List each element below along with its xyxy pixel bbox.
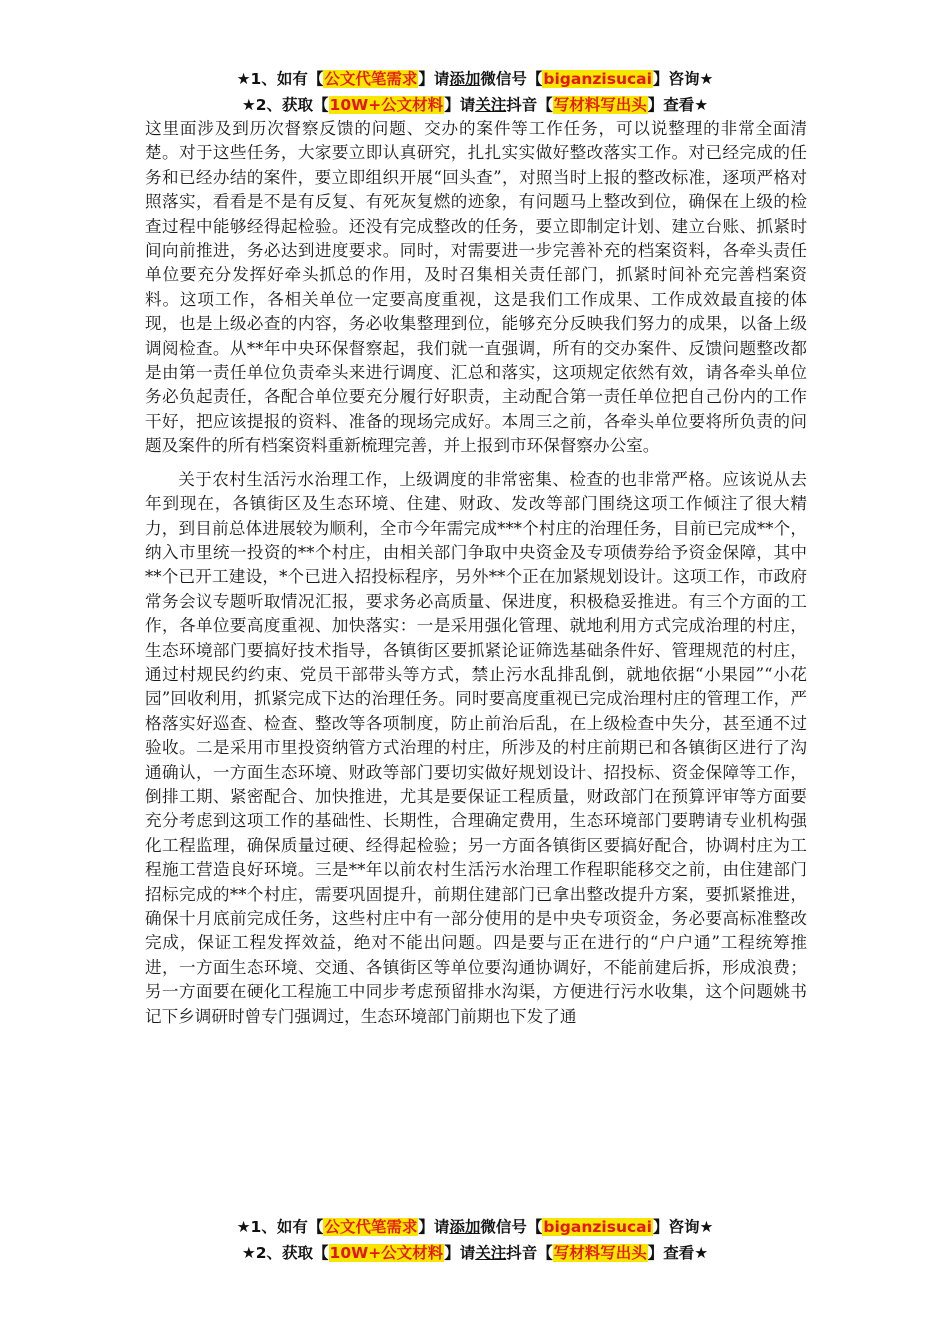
document-body <box>145 117 807 1029</box>
banner-line-writing-service <box>0 66 950 92</box>
underlined-follow: 关注 <box>475 96 507 114</box>
banner-text: 】请 <box>418 70 450 88</box>
banner-line-materials <box>0 1240 950 1266</box>
banner-text: 抖音【 <box>506 1244 553 1262</box>
highlight-douyin-account: 写材料写出头 <box>553 96 647 114</box>
banner-text: 2、获取【 <box>255 1244 329 1262</box>
highlight-writing-service: 公文代笔需求 <box>324 1218 418 1236</box>
highlight-douyin-account: 写材料写出头 <box>553 1244 647 1262</box>
banner-text: 微信号【 <box>480 70 543 88</box>
underlined-follow: 关注 <box>475 1244 507 1262</box>
highlight-materials: 10W+公文材料 <box>329 1244 444 1262</box>
banner-text: 】查看★ <box>647 96 709 114</box>
highlight-wechat-id: biganzisucai <box>543 70 652 88</box>
star-icon: ★ <box>241 1244 256 1262</box>
star-icon: ★ <box>241 96 256 114</box>
banner-text: 1、如有【 <box>250 1218 324 1236</box>
banner-text: 1、如有【 <box>250 70 324 88</box>
banner-text: 】咨询★ <box>652 1218 714 1236</box>
banner-text: 】查看★ <box>647 1244 709 1262</box>
star-icon: ★ <box>236 1218 251 1236</box>
footer-banner <box>0 1214 950 1266</box>
banner-text: 2、获取【 <box>255 96 329 114</box>
highlight-writing-service: 公文代笔需求 <box>324 70 418 88</box>
paragraph-rural-sewage: 关于农村生活污水治理工作，上级调度的非常密集、检查的也非常严格。应该说从去年到现在，各镇街区及生态环境、住建、财政、发改等部门围绕这项工作倾注了很大精力，到目前总体进展较为顺利，全市今年需完成***个村庄的治理任务，目前已完成**个，纳入市里统一投资的**个村庄，由相关部门争取中央资金及专项债券给予资金保障，其中**个已开工建设，*个已进入招投标程序，另外**个正在加紧规划设计。这项工作，市政府常务会议专题听取情况汇报，要求务必高质量、保进度，积极稳妥推进。有三个方面的工作，各单位要高度重视、加快落实：一是采用强化管理、就地利用方式完成治理的村庄，生态环境部门要搞好技术指导，各镇街区要抓紧论证筛选基础条件好、管理规范的村庄，通过村规民约约束、党员干部带头等方式，禁止污水乱排乱倒，就地依据“小果园”“小花园”回收利用，抓紧完成下达的治理任务。同时要高度重视已完成治理村庄的管理工作，严格落实好巡查、检查、整改等各项制度，防止前治后乱，在上级检查中失分，甚至通不过验收。二是采用市里投资纳管方式治理的村庄，所涉及的村庄前期已和各镇街区进行了沟通确认，一方面生态环境、财政等部门要切实做好规划设计、招投标、资金保障等工作，倒排工期、紧密配合、加快推进，尤其是要保证工程质量，财政部门在预算评审等方面要充分考虑到这项工作的基础性、长期性，合理确定费用，生态环境部门要聘请专业机构强化工程监理，确保质量过硬、经得起检验；另一方面各镇街区要搞好配合，协调村庄为工程施工营造良好环境。三是**年以前农村生活污水治理工作程职能移交之前，由住建部门招标完成的**个村庄，需要巩固提升，前期住建部门已拿出整改提升方案，要抓紧推进，确保十月底前完成任务，这些村庄中有一部分使用的是中央专项资金，务必要高标准整改完成，保证工程发挥效益，绝对不能出问题。四是要与正在进行的“户户通”工程统筹推进，一方面生态环境、交通、各镇街区等单位要沟通协调好，不能前建后拆，形成浪费；另一方面要在硬化工程施工中同步考虑预留排水沟渠，方便进行污水收集，这个问题姚书记下乡调研时曾专门强调过，生态环境部门前期也下发了通 <box>145 469 807 1026</box>
paragraph-inspection-rectification: 这里面涉及到历次督察反馈的问题、交办的案件等工作任务，可以说整理的非常全面清楚。对于这些任务，大家要立即认真研究，扎扎实实做好整改落实工作。对已经完成的任务和已经办结的案件，要立即组织开展“回头查”，对照当时上报的整改标准，逐项严格对照落实，看看是不是有反复、有死灰复燃的迹象，有问题马上整改到位，确保在上级的检查过程中能够经得起检验。还没有完成整改的任务，要立即制定计划、建立台账、抓紧时间向前推进，务必达到进度要求。同时，对需要进一步完善补充的档案资料，各牵头责任单位要充分发挥好牵头抓总的作用，及时召集相关责任部门，抓紧时间补充完善档案资料。这项工作，各相关单位一定要高度重视，这是我们工作成果、工作成效最直接的体现，也是上级必查的内容，务必收集整理到位，能够充分反映我们努力的成果，以备上级调阅检查。从**年中央环保督察起，我们就一直强调，所有的交办案件、反馈问题整改都是由第一责任单位负责牵头来进行调度、汇总和落实，这项规定依然有效，请各牵头单位务必负起责任，各配合单位要充分履行好职责，主动配合第一责任单位把自己份内的工作干好，把应该提报的资料、准备的现场完成好。本周三之前，各牵头单位要将所负责的问题及案件的所有档案资料重新梳理完善，并上报到市环保督察办公室。 <box>145 119 807 456</box>
header-banner <box>0 66 950 118</box>
underlined-add: 添加 <box>449 70 481 88</box>
banner-line-materials <box>0 92 950 118</box>
banner-text: 微信号【 <box>480 1218 543 1236</box>
banner-line-writing-service <box>0 1214 950 1240</box>
banner-text: 】请 <box>444 1244 476 1262</box>
highlight-wechat-id: biganzisucai <box>543 1218 652 1236</box>
banner-text: 抖音【 <box>506 96 553 114</box>
banner-text: 】请 <box>418 1218 450 1236</box>
banner-text: 】咨询★ <box>652 70 714 88</box>
highlight-materials: 10W+公文材料 <box>329 96 444 114</box>
underlined-add: 添加 <box>449 1218 481 1236</box>
star-icon: ★ <box>236 70 251 88</box>
banner-text: 】请 <box>444 96 476 114</box>
